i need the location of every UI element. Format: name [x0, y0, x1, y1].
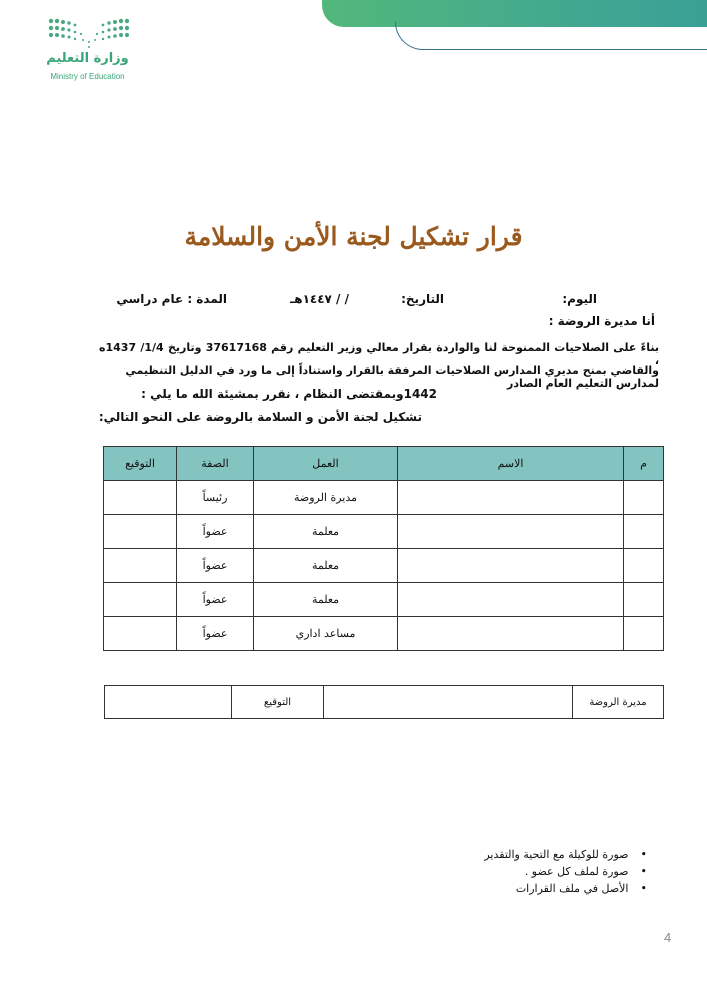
date-value: / / ١٤٤٧هـ: [290, 292, 349, 306]
cell-number[interactable]: [624, 617, 664, 651]
duration-label: المدة : عام دراسي: [116, 292, 227, 306]
distribution-notes: [484, 846, 647, 897]
cell-job: معلمة: [254, 515, 398, 549]
principal-signature-table: [104, 685, 664, 719]
cell-role: رئيساً: [177, 481, 254, 515]
table-row: [104, 549, 664, 583]
logo-text-arabic: وزارة التعليم: [46, 51, 129, 66]
principal-label: مديرة الروضة: [573, 686, 664, 719]
column-header-number: م: [624, 447, 664, 481]
cell-number[interactable]: [624, 583, 664, 617]
cell-name[interactable]: [398, 515, 624, 549]
page-number: 4: [664, 930, 672, 945]
cell-role: عضواً: [177, 549, 254, 583]
cell-name[interactable]: [398, 481, 624, 515]
paragraph-line-4: تشكيل لجنة الأمن و السلامة بالروضة على النحو التالي:: [98, 410, 422, 424]
table-row: [104, 515, 664, 549]
logo-text-english: Ministry of Education: [50, 72, 125, 81]
table-row: [104, 583, 664, 617]
cell-number[interactable]: [624, 481, 664, 515]
note-item: • صورة لملف كل عضو .: [484, 863, 647, 880]
cell-signature[interactable]: [104, 583, 177, 617]
cell-role: عضواً: [177, 583, 254, 617]
ministry-logo: [40, 18, 140, 88]
cell-job: معلمة: [254, 583, 398, 617]
cell-signature[interactable]: [104, 481, 177, 515]
greeting: أنا مديرة الروضة :: [548, 314, 655, 328]
cell-role: عضواً: [177, 617, 254, 651]
cell-job: مساعد اداري: [254, 617, 398, 651]
column-header-name: الاسم: [398, 447, 624, 481]
column-header-signature: التوقيع: [104, 447, 177, 481]
table-row: [104, 617, 664, 651]
cell-number[interactable]: [624, 515, 664, 549]
ministry-logo-icon: [48, 18, 130, 48]
date-label: التاريخ:: [401, 292, 444, 306]
cell-number[interactable]: [624, 549, 664, 583]
paragraph-line-2: والقاضي بمنح مديري المدارس الصلاحيات المرفقة بالقرار واستناداً إلى ما ورد في الدليل التنظيمي لمدارس التعليم العام الصادر: [125, 364, 659, 390]
cell-job: مديرة الروضة: [254, 481, 398, 515]
cell-role: عضواً: [177, 515, 254, 549]
note-item: • صورة للوكيلة مع التحية والتقدير: [484, 846, 647, 863]
cell-name[interactable]: [398, 549, 624, 583]
cell-signature[interactable]: [104, 549, 177, 583]
cell-signature[interactable]: [104, 515, 177, 549]
members-table: [103, 446, 664, 651]
header-curve-line: [395, 22, 707, 50]
cell-name[interactable]: [398, 583, 624, 617]
principal-name-field[interactable]: [324, 686, 573, 719]
signature-row: [105, 686, 664, 719]
signature-field[interactable]: [105, 686, 232, 719]
paragraph-line-1: بناءً على الصلاحيات الممنوحة لنا والواردة بقرار معالي وزير التعليم رقم 37617168 وتاريخ 1/4/ 1437ه ،: [99, 341, 659, 367]
cell-job: معلمة: [254, 549, 398, 583]
note-item: • الأصل في ملف القرارات: [484, 880, 647, 897]
day-label: اليوم:: [562, 292, 597, 306]
table-row: [104, 481, 664, 515]
cell-name[interactable]: [398, 617, 624, 651]
paragraph-line-3: 1442وبمقتضى النظام ، نقرر بمشيئة الله ما يلي :: [141, 387, 437, 401]
page-title: قرار تشكيل لجنة الأمن والسلامة: [184, 222, 523, 251]
signature-label: التوقيع: [232, 686, 324, 719]
column-header-role: الصفة: [177, 447, 254, 481]
members-table-header: [104, 447, 664, 481]
cell-signature[interactable]: [104, 617, 177, 651]
column-header-job: العمل: [254, 447, 398, 481]
